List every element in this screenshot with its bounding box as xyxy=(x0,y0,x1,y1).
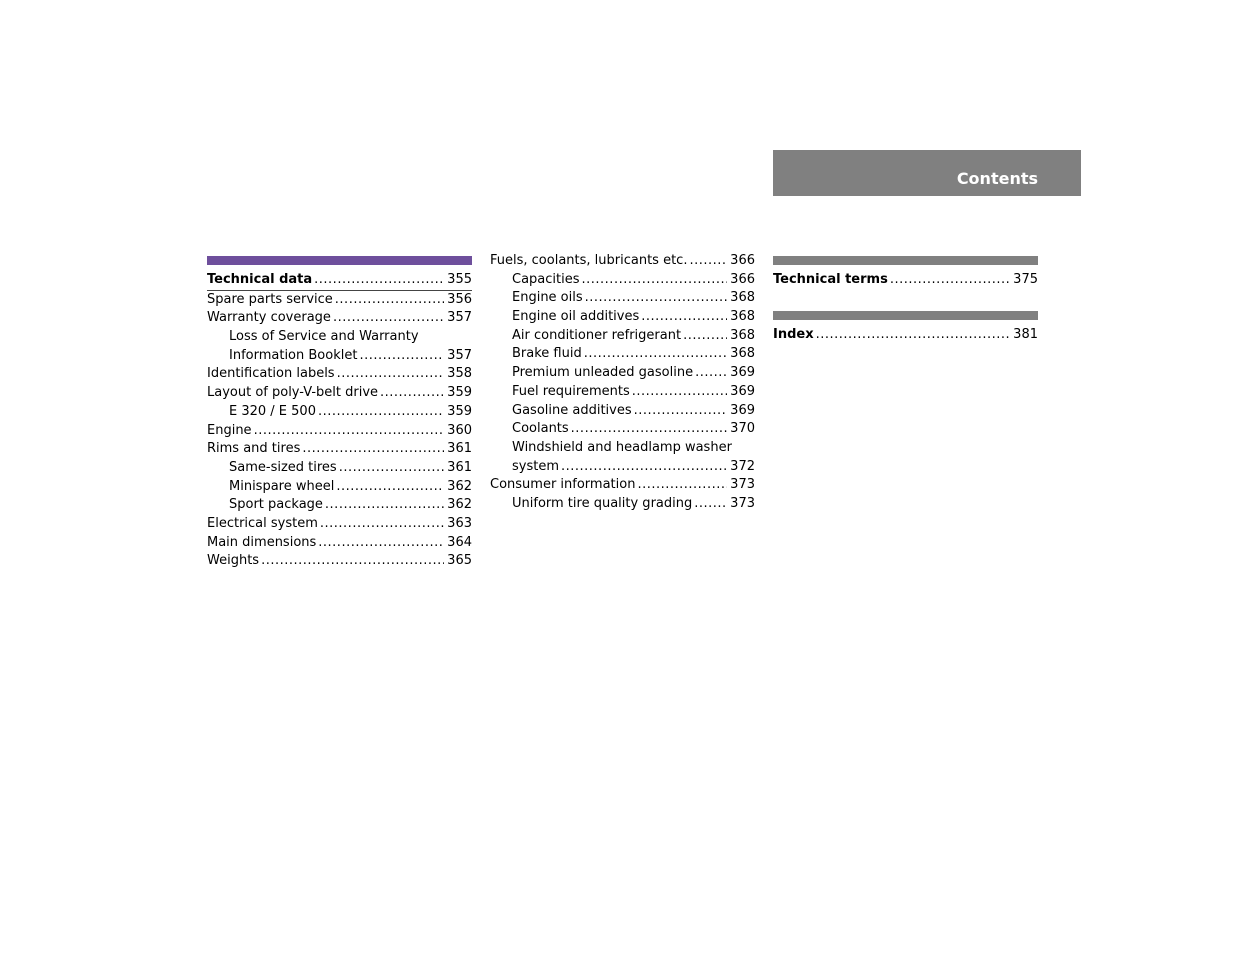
toc-entry[interactable] xyxy=(207,347,472,366)
toc-entry-page: 360 xyxy=(447,422,472,438)
toc-entry[interactable] xyxy=(207,403,472,422)
contents-header xyxy=(773,150,1081,196)
toc-entry-label: Technical terms xyxy=(773,272,888,287)
dot-leader xyxy=(695,364,727,383)
dot-leader xyxy=(890,271,1010,290)
toc-entry[interactable] xyxy=(490,476,755,495)
dot-leader xyxy=(816,326,1010,345)
toc-entry-label: Technical data xyxy=(207,272,313,287)
dot-leader xyxy=(339,459,444,478)
toc-entry[interactable] xyxy=(490,458,755,477)
dot-leader xyxy=(333,309,444,328)
toc-entry-page: 368 xyxy=(730,346,755,362)
toc-entry-label: Fuels, coolants, lubricants etc. xyxy=(490,253,688,268)
dot-leader xyxy=(585,289,727,308)
toc-entry-page: 373 xyxy=(730,477,755,493)
toc-entry-label: E 320 / E 500 xyxy=(229,403,316,419)
dot-leader xyxy=(634,402,727,421)
toc-entry[interactable] xyxy=(207,309,472,328)
toc-entry-label: Information Booklet xyxy=(229,347,358,363)
section-bar-purple xyxy=(207,256,472,265)
toc-entry-page: 356 xyxy=(447,291,472,307)
toc-entry-page: 368 xyxy=(730,309,755,325)
toc-entry-page: 357 xyxy=(447,310,472,326)
dot-leader xyxy=(561,458,727,477)
toc-entry-label: Engine oil additives xyxy=(512,309,640,325)
dot-leader xyxy=(380,384,444,403)
toc-entry[interactable] xyxy=(490,271,755,290)
toc-entry-label: Capacities xyxy=(512,271,580,287)
section-bar-gray xyxy=(773,256,1038,265)
dot-leader xyxy=(254,422,444,441)
toc-entry[interactable] xyxy=(207,440,472,459)
toc-entry-label: Minispare wheel xyxy=(229,478,335,494)
toc-entry-label: Main dimensions xyxy=(207,534,317,550)
toc-entry-label: Spare parts service xyxy=(207,291,333,307)
toc-entry-label: Brake fluid xyxy=(512,346,582,362)
toc-entry-label: Electrical system xyxy=(207,515,318,531)
dot-leader xyxy=(689,252,727,271)
toc-entry[interactable] xyxy=(207,271,472,291)
toc-entry-label: Loss of Service and Warranty xyxy=(229,329,419,345)
dot-leader xyxy=(337,365,444,384)
toc-entry-label: Premium unleaded gasoline xyxy=(512,365,694,381)
dot-leader xyxy=(571,420,727,439)
toc-entry-label: Consumer information xyxy=(490,477,636,493)
dot-leader xyxy=(314,271,444,290)
toc-entry-label: Layout of poly-V-belt drive xyxy=(207,385,379,401)
toc-list xyxy=(490,252,755,514)
toc-entry-page: 355 xyxy=(447,272,472,287)
toc-entry-page: 358 xyxy=(447,366,472,382)
toc-entry-label: Air conditioner refrigerant xyxy=(512,327,682,343)
toc-entry[interactable] xyxy=(207,552,472,571)
toc-entry[interactable] xyxy=(490,308,755,327)
toc-entry-label: Gasoline additives xyxy=(512,402,632,418)
toc-entry-page: 369 xyxy=(730,402,755,418)
toc-entry-page: 365 xyxy=(447,553,472,569)
toc-entry-label: system xyxy=(512,458,559,474)
toc-entry-page: 361 xyxy=(447,441,472,457)
dot-leader xyxy=(336,478,444,497)
toc-entry[interactable] xyxy=(490,383,755,402)
toc-entry[interactable] xyxy=(490,439,755,458)
toc-column-fuels xyxy=(490,252,755,514)
toc-entry-label: Index xyxy=(773,326,814,342)
toc-entry-page: 362 xyxy=(447,497,472,513)
toc-entry-technical-terms[interactable] xyxy=(773,271,1038,290)
toc-entry[interactable] xyxy=(490,402,755,421)
dot-leader xyxy=(632,383,727,402)
toc-entry-page: 375 xyxy=(1013,272,1038,287)
toc-entry-label: Fuel requirements xyxy=(512,383,630,399)
section-bar-gray xyxy=(773,311,1038,320)
toc-entry-label: Rims and tires xyxy=(207,441,301,457)
toc-entry-label: Identification labels xyxy=(207,366,335,382)
toc-entry[interactable] xyxy=(490,327,755,346)
toc-entry-label: Engine xyxy=(207,422,252,438)
toc-entry-page: 368 xyxy=(730,327,755,343)
toc-entry[interactable] xyxy=(207,478,472,497)
dot-leader xyxy=(261,552,444,571)
toc-entry-label: Sport package xyxy=(229,497,323,513)
toc-entry-label: Same-sized tires xyxy=(229,459,337,475)
toc-entry-label: Coolants xyxy=(512,421,569,437)
toc-entry[interactable] xyxy=(207,328,472,347)
page-title: Contents xyxy=(956,169,1038,188)
toc-entry-label: Engine oils xyxy=(512,290,583,306)
toc-list xyxy=(207,271,472,571)
dot-leader xyxy=(694,495,727,514)
toc-entry-label: Weights xyxy=(207,553,260,569)
dot-leader xyxy=(320,515,444,534)
toc-entry-page: 373 xyxy=(730,495,755,511)
dot-leader xyxy=(641,308,727,327)
toc-entry-label: Windshield and headlamp washer xyxy=(512,439,732,455)
dot-leader xyxy=(584,345,727,364)
toc-entry-page: 370 xyxy=(730,421,755,437)
toc-entry-page: 361 xyxy=(447,459,472,475)
dot-leader xyxy=(318,403,444,422)
toc-entry-page: 368 xyxy=(730,290,755,306)
toc-entry-page: 369 xyxy=(730,383,755,399)
toc-entry[interactable] xyxy=(490,495,755,514)
toc-entry[interactable] xyxy=(490,289,755,308)
toc-entry-page: 362 xyxy=(447,478,472,494)
toc-entry[interactable] xyxy=(207,534,472,553)
dot-leader xyxy=(318,534,444,553)
dot-leader xyxy=(335,291,444,310)
toc-entry[interactable] xyxy=(490,364,755,383)
toc-entry[interactable] xyxy=(207,515,472,534)
toc-entry-page: 364 xyxy=(447,534,472,550)
toc-entry[interactable] xyxy=(207,365,472,384)
toc-entry[interactable] xyxy=(207,496,472,515)
dot-leader xyxy=(302,440,444,459)
toc-entry[interactable] xyxy=(207,291,472,310)
dot-leader xyxy=(683,327,727,346)
dot-leader xyxy=(325,496,444,515)
toc-entry-index[interactable] xyxy=(773,326,1038,345)
toc-entry[interactable] xyxy=(207,459,472,478)
toc-entry[interactable] xyxy=(490,345,755,364)
dot-leader xyxy=(582,271,727,290)
toc-entry-label: Uniform tire quality grading xyxy=(512,495,693,511)
dot-leader xyxy=(359,347,444,366)
toc-entry-page: 359 xyxy=(447,403,472,419)
toc-entry-page: 381 xyxy=(1013,326,1038,342)
toc-entry-page: 366 xyxy=(730,271,755,287)
toc-entry[interactable] xyxy=(490,252,755,271)
toc-entry-page: 369 xyxy=(730,365,755,381)
toc-column-technical-data xyxy=(207,252,472,571)
toc-entry-page: 366 xyxy=(730,253,755,268)
toc-entry-page: 357 xyxy=(447,347,472,363)
toc-entry[interactable] xyxy=(207,384,472,403)
toc-entry[interactable] xyxy=(490,420,755,439)
toc-entry-page: 363 xyxy=(447,515,472,531)
dot-leader xyxy=(637,476,727,495)
toc-entry-page: 359 xyxy=(447,385,472,401)
toc-column-terms-index xyxy=(773,252,1038,344)
toc-entry-page: 372 xyxy=(730,458,755,474)
toc-entry-label: Warranty coverage xyxy=(207,310,331,326)
toc-entry[interactable] xyxy=(207,422,472,441)
